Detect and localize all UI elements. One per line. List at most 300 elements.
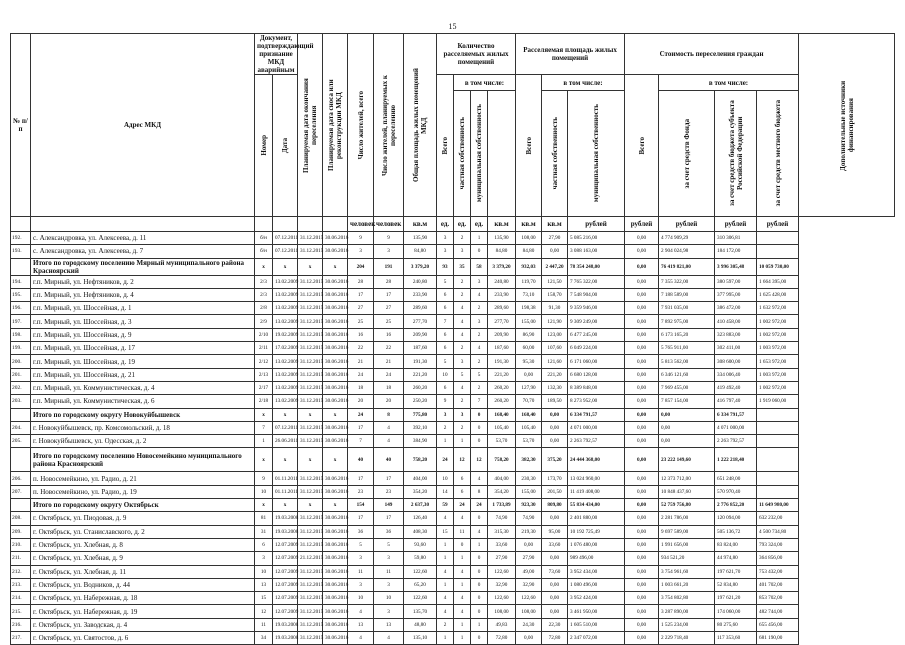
area-private-cell: 923,30 bbox=[516, 499, 542, 512]
residents-planned-cell: 17 bbox=[374, 512, 404, 525]
area-total-cell: 135,70 bbox=[404, 605, 437, 618]
cost-total-cell: 6 171 060,00 bbox=[568, 355, 625, 368]
doc-date-cell: 07.12.2011 bbox=[273, 245, 298, 258]
planned-demolition-cell: 30.06.2016 bbox=[323, 435, 348, 448]
doc-date-cell: 13.02.2009 bbox=[273, 368, 298, 381]
table-row bbox=[11, 592, 895, 605]
col-extra-sources-header: Дополнительные источники финансирования bbox=[799, 34, 895, 217]
unit-cell: человек bbox=[348, 217, 374, 232]
area-municipal-cell: 201,50 bbox=[542, 485, 568, 498]
doc-number-cell: 12 bbox=[255, 605, 273, 618]
table-row bbox=[11, 275, 895, 288]
doc-date-cell: 12.07.2009 bbox=[273, 605, 298, 618]
rooms-municipal-cell: 0 bbox=[471, 605, 488, 618]
cost-regional-cell: 1 003 661,20 bbox=[659, 578, 715, 591]
cost-regional-cell: 1 525 234,00 bbox=[659, 618, 715, 631]
extra-sources-cell: 401 702,00 bbox=[757, 578, 799, 591]
area-sum-cell: 315,30 bbox=[488, 525, 516, 538]
cost-regional-cell: 9 697 589,00 bbox=[659, 525, 715, 538]
rooms-total-cell: 6 bbox=[437, 381, 454, 394]
planned-end-cell: 31.12.2015 bbox=[298, 512, 323, 525]
cost-fund-cell: 0,00 bbox=[625, 512, 659, 525]
planned-end-cell: x bbox=[298, 499, 323, 512]
rooms-total-cell: 3 bbox=[437, 245, 454, 258]
row-number: 194. bbox=[11, 275, 31, 288]
cost-fund-cell: 0,00 bbox=[625, 499, 659, 512]
row-number: 193. bbox=[11, 245, 31, 258]
rooms-municipal-cell: 0 bbox=[471, 552, 488, 565]
col-residents-planned-header: Число жителей, планируемых к переселению bbox=[374, 34, 404, 217]
doc-date-cell: 19.03.2008 bbox=[273, 512, 298, 525]
rooms-municipal-cell: 1 bbox=[471, 618, 488, 631]
row-number: 198. bbox=[11, 328, 31, 341]
area-sum-cell: 105,40 bbox=[488, 421, 516, 434]
cost-fund-cell: 0,00 bbox=[625, 245, 659, 258]
table-row bbox=[11, 578, 895, 591]
area-sum-cell: 32,90 bbox=[488, 578, 516, 591]
cost-fund-cell: 0,00 bbox=[625, 552, 659, 565]
extra-sources-cell: 681 190,00 bbox=[757, 632, 799, 645]
planned-demolition-cell: 30.06.2016 bbox=[323, 355, 348, 368]
cost-regional-cell: 12 373 712,00 bbox=[659, 472, 715, 485]
area-municipal-cell: 121,60 bbox=[542, 355, 568, 368]
doc-date-cell: 13.02.2009 bbox=[273, 381, 298, 394]
planned-demolition-cell: 30.06.2016 bbox=[323, 565, 348, 578]
area-total-cell: 209,90 bbox=[404, 328, 437, 341]
planned-end-cell: 31.12.2015 bbox=[298, 275, 323, 288]
rooms-municipal-cell: 0 bbox=[471, 592, 488, 605]
extra-sources-cell: 1 002 972,00 bbox=[757, 328, 799, 341]
area-sum-cell: 233,90 bbox=[488, 288, 516, 301]
rooms-total-cell: 10 bbox=[437, 472, 454, 485]
rooms-total-cell: 24 bbox=[437, 448, 454, 472]
cost-regional-cell: 7 188 589,00 bbox=[659, 288, 715, 301]
cost-total-cell: 9 309 249,00 bbox=[568, 315, 625, 328]
planned-demolition-cell: x bbox=[323, 499, 348, 512]
rooms-total-cell: 4 bbox=[437, 512, 454, 525]
doc-date-cell: 07.12.2011 bbox=[273, 232, 298, 245]
rooms-private-cell: 1 bbox=[454, 552, 471, 565]
cost-local-cell: 2 263 792,57 bbox=[715, 435, 757, 448]
area-sum-cell: 108,00 bbox=[488, 605, 516, 618]
residents-cell: 20 bbox=[348, 395, 374, 408]
extra-sources-cell bbox=[757, 421, 799, 434]
unit-cell: рублей bbox=[715, 217, 757, 232]
cost-total-cell: 2 347 072,00 bbox=[568, 632, 625, 645]
cost-local-cell: 570 970,40 bbox=[715, 485, 757, 498]
rooms-total-cell: 6 bbox=[437, 302, 454, 315]
rooms-municipal-cell: 0 bbox=[471, 565, 488, 578]
area-private-cell: 155,00 bbox=[516, 485, 542, 498]
rooms-municipal-cell: 0 bbox=[471, 578, 488, 591]
subtotal-row bbox=[11, 448, 895, 472]
residents-cell: 17 bbox=[348, 421, 374, 434]
planned-demolition-cell: 30.06.2016 bbox=[323, 605, 348, 618]
row-number: 202. bbox=[11, 381, 31, 394]
rooms-municipal-cell: 1 bbox=[471, 232, 488, 245]
row-number: 217. bbox=[11, 632, 31, 645]
doc-number-cell: 7 bbox=[255, 421, 273, 434]
extra-sources-cell: 655 456,00 bbox=[757, 618, 799, 631]
planned-end-cell: 31.12.2015 bbox=[298, 485, 323, 498]
extra-sources-cell: 853 702,00 bbox=[757, 592, 799, 605]
table-body bbox=[11, 232, 895, 645]
residents-planned-cell: 24 bbox=[374, 368, 404, 381]
planned-end-cell: 31.12.2015 bbox=[298, 368, 323, 381]
area-municipal-cell: 809,80 bbox=[542, 499, 568, 512]
rooms-municipal-cell: 3 bbox=[471, 315, 488, 328]
table-row bbox=[11, 302, 895, 315]
units-row bbox=[11, 217, 895, 232]
cost-total-cell: 13 024 960,00 bbox=[568, 472, 625, 485]
cost-local-cell: 83 824,00 bbox=[715, 538, 757, 551]
area-private-cell: 60,00 bbox=[516, 342, 542, 355]
area-sum-cell: 260,20 bbox=[488, 381, 516, 394]
area-municipal-cell: 123,00 bbox=[542, 328, 568, 341]
area-private-cell: 382,30 bbox=[516, 448, 542, 472]
rooms-total-cell: 5 bbox=[437, 355, 454, 368]
rooms-total-cell: 1 bbox=[437, 538, 454, 551]
address-cell: п. Новосемейкино, ул. Радио, д. 19 bbox=[31, 485, 255, 498]
planned-end-cell: 31.12.2015 bbox=[298, 245, 323, 258]
cost-total-cell: 9 359 946,00 bbox=[568, 302, 625, 315]
rooms-private-cell: 4 bbox=[454, 302, 471, 315]
residents-cell: 13 bbox=[348, 618, 374, 631]
extra-sources-cell bbox=[757, 245, 799, 258]
area-total-cell: 122,60 bbox=[404, 565, 437, 578]
area-municipal-cell: 0,00 bbox=[542, 245, 568, 258]
residents-planned-cell: 36 bbox=[374, 525, 404, 538]
area-private-cell: 155,00 bbox=[516, 315, 542, 328]
cost-regional-cell: 2 281 786,00 bbox=[659, 512, 715, 525]
doc-date-cell: 19.03.2008 bbox=[273, 618, 298, 631]
row-number: 204. bbox=[11, 421, 31, 434]
residents-planned-cell: 4 bbox=[374, 632, 404, 645]
area-sum-cell: 191,30 bbox=[488, 355, 516, 368]
area-private-cell: 73,10 bbox=[516, 288, 542, 301]
rooms-private-cell: 6 bbox=[454, 485, 471, 498]
planned-end-cell: 31.12.2015 bbox=[298, 421, 323, 434]
cost-local-cell: 2 776 852,20 bbox=[715, 499, 757, 512]
extra-sources-cell: 482 744,00 bbox=[757, 605, 799, 618]
cost-local-cell: 117 353,60 bbox=[715, 632, 757, 645]
doc-number-cell: 2/13 bbox=[255, 368, 273, 381]
cost-fund-cell: 0,00 bbox=[625, 592, 659, 605]
address-cell: г. Октябрьск, ул. Хлебная, д. 11 bbox=[31, 565, 255, 578]
table-row bbox=[11, 368, 895, 381]
cost-total-cell: 8 389 848,00 bbox=[568, 381, 625, 394]
rooms-total-cell: 2 bbox=[437, 421, 454, 434]
cost-local-cell: 302 411,00 bbox=[715, 342, 757, 355]
area-sum-cell: 122,60 bbox=[488, 592, 516, 605]
doc-number-cell: 3 bbox=[255, 552, 273, 565]
planned-demolition-cell: 30.06.2016 bbox=[323, 618, 348, 631]
address-cell: с. Александровка, ул. Алексеева, д. 7 bbox=[31, 245, 255, 258]
area-municipal-cell: 0,00 bbox=[542, 552, 568, 565]
rooms-municipal-cell: 0 bbox=[471, 421, 488, 434]
address-cell: г. Новокуйбышевск, пр. Комсомольский, д. 18 bbox=[31, 421, 255, 434]
residents-cell: 3 bbox=[348, 578, 374, 591]
doc-number-cell: 10 bbox=[255, 485, 273, 498]
rooms-total-cell: 4 bbox=[437, 605, 454, 618]
col-area-incl-header: в том числе: bbox=[542, 75, 625, 91]
unit-cell: кв.м bbox=[488, 217, 516, 232]
rooms-total-cell: 14 bbox=[437, 485, 454, 498]
planned-end-cell: 31.12.2015 bbox=[298, 578, 323, 591]
doc-number-cell: б/н bbox=[255, 232, 273, 245]
extra-sources-cell: 793 324,00 bbox=[757, 538, 799, 551]
planned-demolition-cell: 30.06.2016 bbox=[323, 592, 348, 605]
planned-end-cell: 31.12.2015 bbox=[298, 328, 323, 341]
doc-number-cell: 15 bbox=[255, 592, 273, 605]
row-number: 212. bbox=[11, 565, 31, 578]
col-document-group-header: Документ, подтверждающий признание МКД аварийным bbox=[255, 34, 298, 75]
address-cell: г.п. Мирный, ул. Шоссейная, д. 3 bbox=[31, 315, 255, 328]
extra-sources-cell: 10 059 730,00 bbox=[757, 258, 799, 275]
rooms-total-cell: 1 bbox=[437, 578, 454, 591]
residents-cell: 9 bbox=[348, 232, 374, 245]
cost-total-cell: 10 192 725,49 bbox=[568, 525, 625, 538]
rooms-municipal-cell: 12 bbox=[471, 448, 488, 472]
table-row bbox=[11, 485, 895, 498]
area-municipal-cell: 375,20 bbox=[542, 448, 568, 472]
extra-sources-cell: 1 625 428,00 bbox=[757, 288, 799, 301]
area-total-cell: 260,20 bbox=[404, 381, 437, 394]
row-number: 192. bbox=[11, 232, 31, 245]
residents-planned-cell: 191 bbox=[374, 258, 404, 275]
doc-number-cell: 2/12 bbox=[255, 355, 273, 368]
row-number: 209. bbox=[11, 525, 31, 538]
extra-sources-cell: 1 664 395,00 bbox=[757, 275, 799, 288]
cost-total-cell: 6 049 224,00 bbox=[568, 342, 625, 355]
address-cell: г. Октябрьск, ул. Заводская, д. 4 bbox=[31, 618, 255, 631]
cost-total-cell: 6 477 245,00 bbox=[568, 328, 625, 341]
area-municipal-cell: 132,30 bbox=[542, 381, 568, 394]
area-total-cell: 233,90 bbox=[404, 288, 437, 301]
rooms-private-cell: 4 bbox=[454, 512, 471, 525]
rooms-private-cell: 0 bbox=[454, 538, 471, 551]
rooms-municipal-cell: 4 bbox=[471, 288, 488, 301]
doc-number-cell: 2/17 bbox=[255, 381, 273, 394]
col-planned-end-header: Планируемая дата окончания переселения bbox=[298, 34, 323, 217]
residents-planned-cell: 16 bbox=[374, 328, 404, 341]
table-row bbox=[11, 355, 895, 368]
planned-demolition-cell: 30.06.2016 bbox=[323, 342, 348, 355]
cost-regional-cell: 7 931 035,00 bbox=[659, 302, 715, 315]
cost-local-cell: 651 248,00 bbox=[715, 472, 757, 485]
residents-planned-cell: 17 bbox=[374, 472, 404, 485]
doc-date-cell: 19.02.2009 bbox=[273, 328, 298, 341]
area-sum-cell: 122,60 bbox=[488, 565, 516, 578]
cost-regional-cell: 7 355 322,00 bbox=[659, 275, 715, 288]
row-number: 197. bbox=[11, 315, 31, 328]
cost-total-cell: 24 444 368,00 bbox=[568, 448, 625, 472]
doc-date-cell: 26.06.2011 bbox=[273, 435, 298, 448]
residents-cell: 4 bbox=[348, 632, 374, 645]
residents-cell: 28 bbox=[348, 275, 374, 288]
residents-cell: 22 bbox=[348, 342, 374, 355]
table-row bbox=[11, 552, 895, 565]
doc-date-cell: 12.07.2009 bbox=[273, 592, 298, 605]
planned-end-cell: 31.12.2015 bbox=[298, 565, 323, 578]
rooms-private-cell: 3 bbox=[454, 245, 471, 258]
table-row bbox=[11, 435, 895, 448]
rooms-municipal-cell: 0 bbox=[471, 245, 488, 258]
residents-planned-cell: 5 bbox=[374, 538, 404, 551]
area-total-cell: 126,40 bbox=[404, 512, 437, 525]
cost-fund-cell: 0,00 bbox=[625, 485, 659, 498]
cost-total-cell: 4 071 000,00 bbox=[568, 421, 625, 434]
extra-sources-cell bbox=[757, 448, 799, 472]
cost-total-cell: 989 496,00 bbox=[568, 552, 625, 565]
planned-end-cell: 31.12.2015 bbox=[298, 302, 323, 315]
row-number: 206. bbox=[11, 472, 31, 485]
area-private-cell: 122,60 bbox=[516, 592, 542, 605]
doc-number-cell: 2/3 bbox=[255, 275, 273, 288]
cost-regional-cell: 7 857 154,00 bbox=[659, 395, 715, 408]
residents-planned-cell: 4 bbox=[374, 435, 404, 448]
planned-end-cell: 31.12.2015 bbox=[298, 472, 323, 485]
area-total-cell: 404,00 bbox=[404, 472, 437, 485]
table-row bbox=[11, 381, 895, 394]
rooms-private-cell: 1 bbox=[454, 435, 471, 448]
cost-regional-cell: 23 222 149,60 bbox=[659, 448, 715, 472]
cost-local-cell: 386 472,00 bbox=[715, 302, 757, 315]
doc-date-cell: 07.12.2011 bbox=[273, 421, 298, 434]
cost-total-cell: 6 680 128,00 bbox=[568, 368, 625, 381]
area-private-cell: 74,90 bbox=[516, 512, 542, 525]
table-row bbox=[11, 525, 895, 538]
area-sum-cell: 49,83 bbox=[488, 618, 516, 631]
unit-cell: рублей bbox=[625, 217, 659, 232]
cost-regional-cell: 52 759 756,80 bbox=[659, 499, 715, 512]
cost-local-cell: 505 136,72 bbox=[715, 525, 757, 538]
residents-planned-cell: 27 bbox=[374, 302, 404, 315]
col-rooms-incl-header: в том числе: bbox=[454, 75, 516, 91]
unit-cell: рублей bbox=[659, 217, 715, 232]
area-private-cell: 84,80 bbox=[516, 245, 542, 258]
planned-end-cell: 31.12.2015 bbox=[298, 592, 323, 605]
area-sum-cell: 240,80 bbox=[488, 275, 516, 288]
cost-regional-cell: 10 848 437,60 bbox=[659, 485, 715, 498]
area-municipal-cell: 221,20 bbox=[542, 368, 568, 381]
residents-planned-cell: 28 bbox=[374, 275, 404, 288]
area-total-cell: 84,80 bbox=[404, 245, 437, 258]
cost-total-cell: 55 834 434,00 bbox=[568, 499, 625, 512]
planned-demolition-cell: 30.06.2016 bbox=[323, 302, 348, 315]
area-municipal-cell: 0,00 bbox=[542, 421, 568, 434]
table-row bbox=[11, 632, 895, 645]
rooms-private-cell: 4 bbox=[454, 605, 471, 618]
cost-total-cell: 2 401 880,00 bbox=[568, 512, 625, 525]
col-rooms-group-header: Количество расселяемых жилых помещений bbox=[437, 34, 516, 75]
cost-fund-cell: 0,00 bbox=[625, 448, 659, 472]
area-total-cell: 408,30 bbox=[404, 525, 437, 538]
planned-demolition-cell: x bbox=[323, 258, 348, 275]
area-private-cell: 0,00 bbox=[516, 538, 542, 551]
cost-fund-cell: 0,00 bbox=[625, 605, 659, 618]
col-rooms-private-header: частная собственность bbox=[454, 91, 471, 217]
area-total-cell: 135,90 bbox=[404, 232, 437, 245]
area-sum-cell: 168,40 bbox=[488, 408, 516, 421]
rooms-total-cell: 9 bbox=[437, 395, 454, 408]
address-cell: г. Октябрьск, ул. Святостов, д. 6 bbox=[31, 632, 255, 645]
row-number: 200. bbox=[11, 355, 31, 368]
area-total-cell: 250,20 bbox=[404, 395, 437, 408]
planned-demolition-cell: 30.06.2016 bbox=[323, 578, 348, 591]
residents-planned-cell: 23 bbox=[374, 485, 404, 498]
planned-end-cell: 31.12.2015 bbox=[298, 525, 323, 538]
rooms-total-cell: 6 bbox=[437, 328, 454, 341]
planned-end-cell: 31.12.2015 bbox=[298, 342, 323, 355]
extra-sources-cell bbox=[757, 485, 799, 498]
residents-planned-cell: 11 bbox=[374, 565, 404, 578]
area-private-cell: 108,00 bbox=[516, 232, 542, 245]
extra-sources-cell: 4 500 734,80 bbox=[757, 525, 799, 538]
planned-end-cell: x bbox=[298, 408, 323, 421]
cost-fund-cell: 0,00 bbox=[625, 538, 659, 551]
area-total-cell: 2 637,30 bbox=[404, 499, 437, 512]
rooms-total-cell: 1 bbox=[437, 435, 454, 448]
doc-date-cell: 13.02.2009 bbox=[273, 355, 298, 368]
doc-date-cell: 13.02.2009 bbox=[273, 288, 298, 301]
address-cell: с. Александровка, ул. Алексеева, д. 11 bbox=[31, 232, 255, 245]
area-total-cell: 221,20 bbox=[404, 368, 437, 381]
cost-regional-cell: 3 287 890,00 bbox=[659, 605, 715, 618]
area-sum-cell: 1 733,89 bbox=[488, 499, 516, 512]
cost-fund-cell: 0,00 bbox=[625, 275, 659, 288]
residents-cell: 204 bbox=[348, 258, 374, 275]
address-cell: г. Октябрьск, ул. Водников, д. 44 bbox=[31, 578, 255, 591]
unit-cell: рублей bbox=[757, 217, 799, 232]
cost-fund-cell: 0,00 bbox=[625, 302, 659, 315]
cost-regional-cell: 76 419 821,00 bbox=[659, 258, 715, 275]
cost-regional-cell: 0,00 bbox=[659, 421, 715, 434]
cost-regional-cell: 6 173 165,20 bbox=[659, 328, 715, 341]
cost-regional-cell: 6 346 121,60 bbox=[659, 368, 715, 381]
rooms-total-cell: 1 bbox=[437, 552, 454, 565]
area-total-cell: 59,80 bbox=[404, 552, 437, 565]
area-municipal-cell: 22,30 bbox=[542, 618, 568, 631]
planned-demolition-cell: 30.06.2016 bbox=[323, 275, 348, 288]
rooms-total-cell: 10 bbox=[437, 368, 454, 381]
area-sum-cell: 260,20 bbox=[488, 395, 516, 408]
cost-local-cell: 174 060,00 bbox=[715, 605, 757, 618]
rooms-municipal-cell: 0 bbox=[471, 512, 488, 525]
cost-fund-cell: 0,00 bbox=[625, 408, 659, 421]
doc-number-cell: x bbox=[255, 408, 273, 421]
area-private-cell: 230,30 bbox=[516, 472, 542, 485]
address-cell: Итого по городскому поселению Новосемейкино муниципального района Красноярский bbox=[31, 448, 255, 472]
address-cell: г.п. Мирный, ул. Шоссейная, д. 9 bbox=[31, 328, 255, 341]
cost-total-cell: 7 765 322,00 bbox=[568, 275, 625, 288]
address-cell: г. Октябрьск, ул. Станиславского, д. 2 bbox=[31, 525, 255, 538]
area-total-cell: 240,80 bbox=[404, 275, 437, 288]
row-number: 195. bbox=[11, 288, 31, 301]
table-row bbox=[11, 245, 895, 258]
planned-end-cell: 31.12.2015 bbox=[298, 381, 323, 394]
area-total-cell: 392,10 bbox=[404, 421, 437, 434]
rooms-private-cell: 4 bbox=[454, 592, 471, 605]
cost-fund-cell: 0,00 bbox=[625, 565, 659, 578]
doc-number-cell: 2/8 bbox=[255, 302, 273, 315]
rooms-private-cell: 1 bbox=[454, 632, 471, 645]
cost-regional-cell: 934 521,20 bbox=[659, 552, 715, 565]
extra-sources-cell: 632 232,00 bbox=[757, 512, 799, 525]
rooms-private-cell: 1 bbox=[454, 578, 471, 591]
address-cell: Итого по городскому округу Октябрьск bbox=[31, 499, 255, 512]
planned-demolition-cell: 30.06.2016 bbox=[323, 552, 348, 565]
